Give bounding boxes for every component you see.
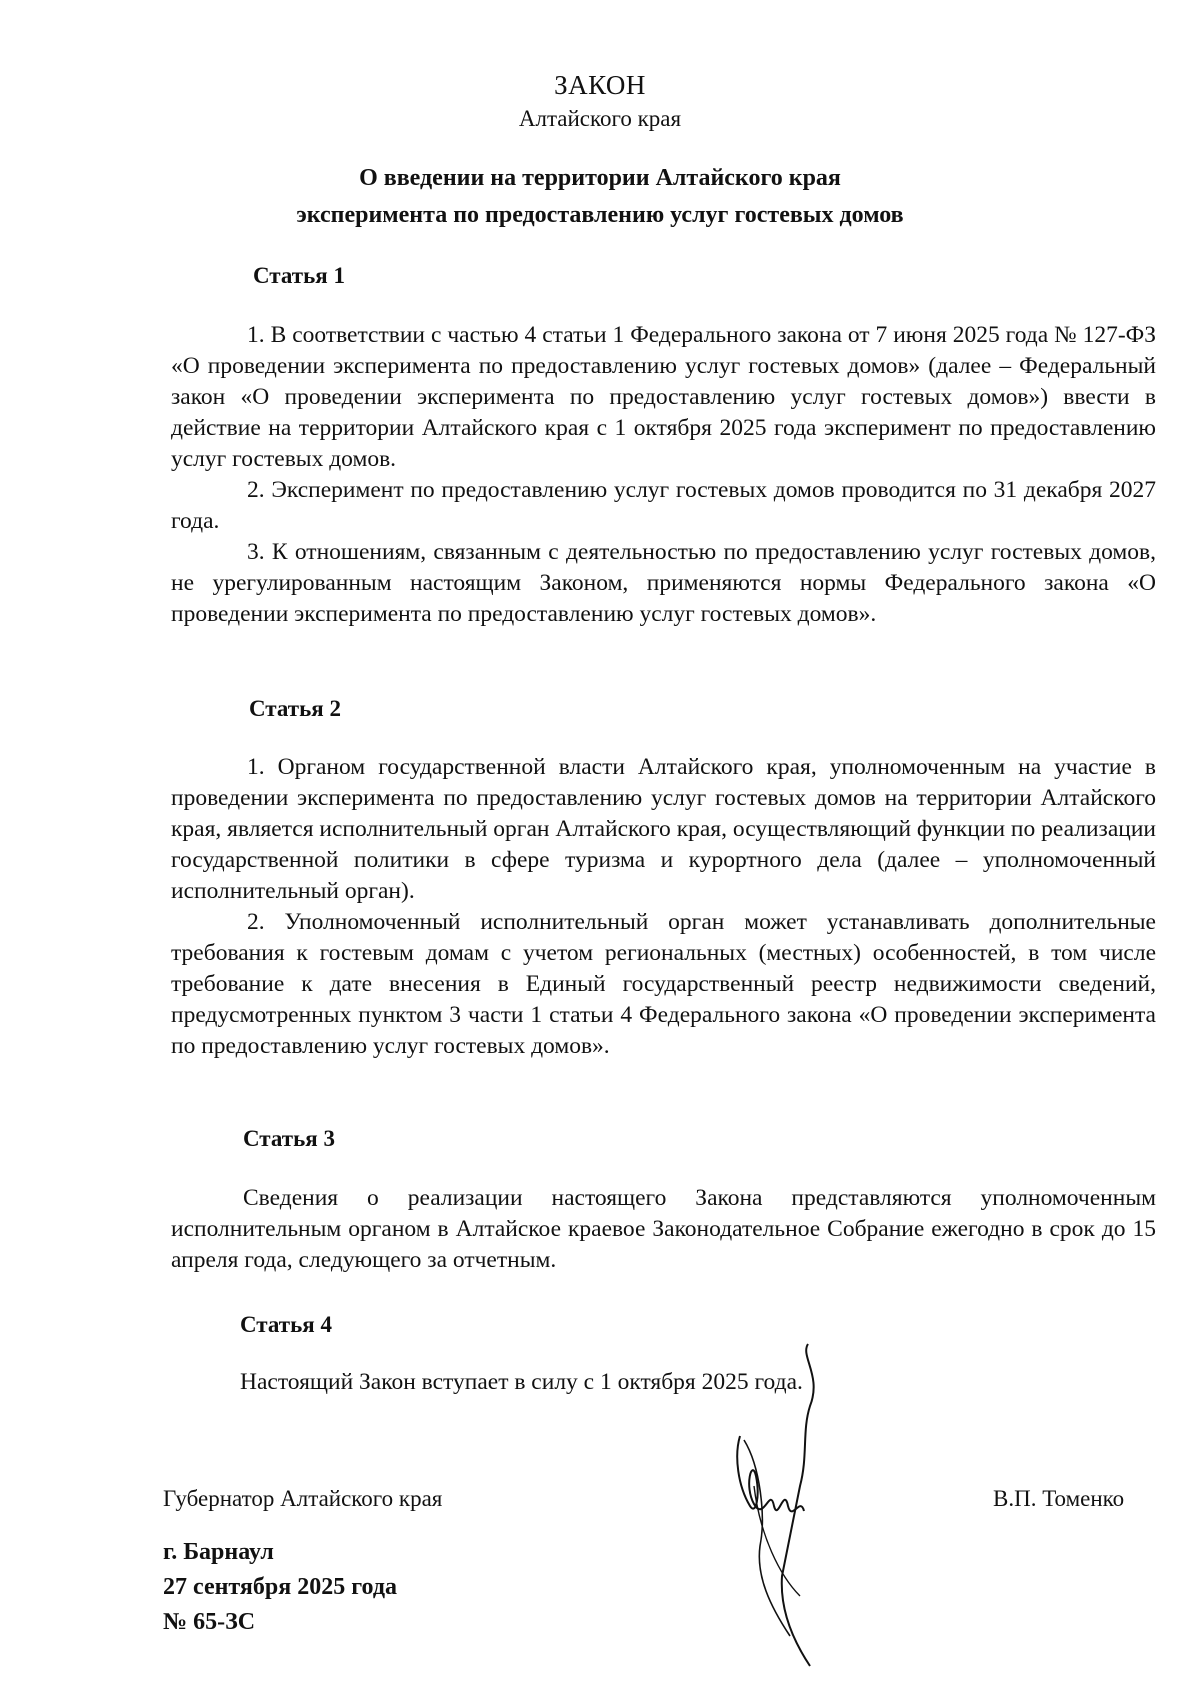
- article-1-paragraph-1: 1. В соответствии с частью 4 статьи 1 Федерального закона от 7 июня 2025 года № 127-ФЗ «О проведении эксперимента по предоставлению услуг гостевых домов» (далее – Федеральный закон «О проведении эксперимента по предоставлению услуг гостевых домов») ввести в действие на территории Алтайского края с 1 октября 2025 года эксперимент по предоставлению услуг гостевых домов.: [171, 322, 1156, 472]
- document-footer: [163, 1535, 397, 1640]
- article-4-heading: Статья 4: [240, 1312, 332, 1337]
- title-line-2: эксперимента по предоставлению услуг гостевых домов: [296, 202, 904, 228]
- article-1-paragraph-2: 2. Эксперимент по предоставлению услуг гостевых домов проводится по 31 декабря 2027 года.: [171, 477, 1156, 534]
- footer-date: 27 сентября 2025 года: [163, 1574, 397, 1600]
- footer-number: № 65-ЗС: [163, 1609, 256, 1635]
- article-1-heading: Статья 1: [253, 263, 345, 288]
- article-3-heading: Статья 3: [243, 1126, 335, 1151]
- signatory-name: В.П. Томенко: [993, 1486, 1125, 1511]
- handwritten-signature-icon: [730, 1336, 850, 1676]
- article-2-paragraph-2: 2. Уполномоченный исполнительный орган может устанавливать дополнительные требования к гостевым домам с учетом региональных (местных) особенностей, в том числе требование к дате внесения в Единый государственный реестр недвижимости сведений, предусмотренных пунктом 3 части 1 статьи 4 Федерального закона «О проведении эксперимента по предоставлению услуг гостевых домов».: [171, 909, 1156, 1059]
- title-line-1: О введении на территории Алтайского края: [359, 165, 841, 191]
- article-4-paragraph-1: Настоящий Закон вступает в силу с 1 октября 2025 года.: [240, 1369, 803, 1395]
- signatory-position: Губернатор Алтайского края: [163, 1486, 443, 1511]
- document-title: [0, 160, 1200, 234]
- document-region: Алтайского края: [518, 106, 682, 131]
- article-2-paragraph-1: 1. Органом государственной власти Алтайского края, уполномоченным на участие в проведении эксперимента по предоставлению услуг гостевых домов на территории Алтайского края, является исполнительный орган Алтайского края, осуществляющий функции по реализации государственной политики в сфере туризма и курортного дела (далее – уполномоченный исполнительный орган).: [171, 754, 1156, 904]
- article-3-paragraph-1: Сведения о реализации настоящего Закона представляются уполномоченным исполнительным органом в Алтайское краевое Законодательное Собрание ежегодно в срок до 15 апреля года, следующего за отчетным.: [171, 1185, 1156, 1273]
- footer-city: г. Барнаул: [163, 1539, 274, 1565]
- article-2-heading: Статья 2: [249, 696, 341, 721]
- article-1-paragraph-3: 3. К отношениям, связанным с деятельностью по предоставлению услуг гостевых домов, не урегулированным настоящим Законом, применяются нормы Федерального закона «О проведении эксперимента по предоставлению услуг гостевых домов».: [171, 539, 1156, 627]
- document-type: ЗАКОН: [554, 70, 646, 100]
